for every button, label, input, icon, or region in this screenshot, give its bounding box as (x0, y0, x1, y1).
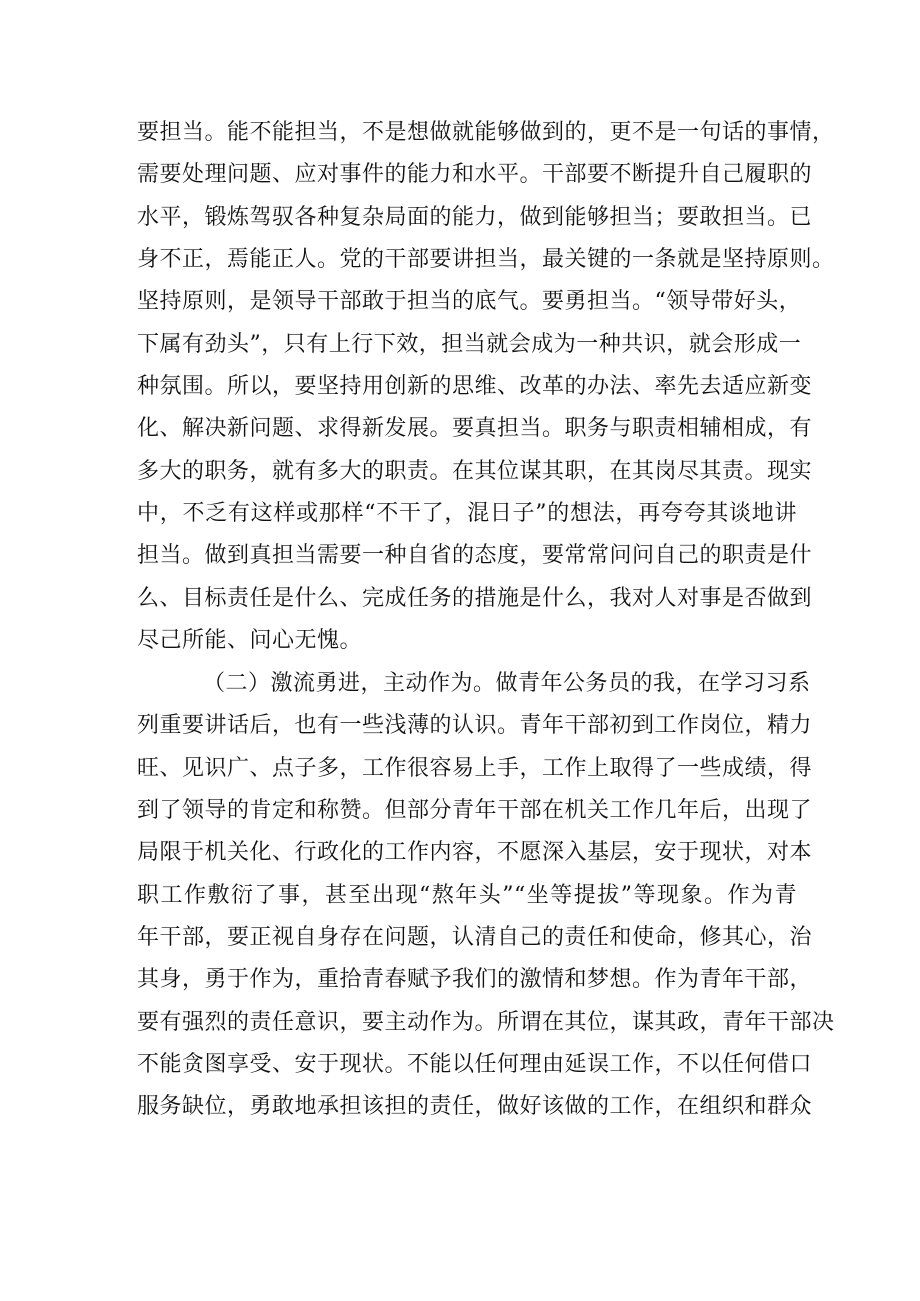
text-line: 需要处理问题、应对事件的能力和水平。干部要不断提升自己履职的 (137, 162, 813, 188)
text-line: 服务缺位，勇敢地承担该担的责任，做好该做的工作，在组织和群众 (137, 1094, 813, 1120)
text-line: 中，不乏有这样或那样“不干了，混日子”的想法，再夸夸其谈地讲 (137, 501, 797, 527)
text-line: 列重要讲话后，也有一些浅薄的认识。青年干部初到工作岗位，精力 (137, 713, 813, 739)
text-line: 局限于机关化、行政化的工作内容，不愿深入基层，安于现状，对本 (137, 840, 813, 866)
text-line: 其身，勇于作为，重拾青春赋予我们的激情和梦想。作为青年干部， (137, 967, 813, 993)
text-line: 到了领导的肯定和称赞。但部分青年干部在机关工作几年后，出现了 (137, 798, 813, 824)
text-line: 么、目标责任是什么、完成任务的措施是什么，我对人对事是否做到 (137, 585, 813, 611)
paragraph-2 (137, 663, 835, 1129)
text-line: 下属有劲头”，只有上行下效，担当就会成为一种共识，就会形成一 (137, 331, 802, 357)
text-line: 坚持原则，是领导干部敢于担当的底气。要勇担当。“领导带好头， (137, 289, 802, 315)
text-line: 年干部，要正视自身存在问题，认清自己的责任和使命，修其心，治 (137, 925, 813, 951)
text-line: 多大的职务，就有多大的职责。在其位谋其职，在其岗尽其责。现实 (137, 458, 813, 484)
text-line: 不能贪图享受、安于现状。不能以任何理由延误工作，不以任何借口 (137, 1052, 813, 1078)
text-line: 担当。做到真担当需要一种自省的态度，要常常问问自己的职责是什 (137, 543, 813, 569)
text-line: 要担当。能不能担当，不是想做就能够做到的，更不是一句话的事情， (137, 120, 835, 145)
text-line: 职工作敷衍了事，甚至出现“熬年头”“坐等提拔”等现象。作为青 (137, 882, 797, 908)
paragraph-1 (137, 112, 835, 662)
text-line: 旺、见识广、点子多，工作很容易上手，工作上取得了一些成绩，得 (137, 755, 813, 781)
text-line: 要有强烈的责任意识，要主动作为。所谓在其位，谋其政，青年干部决 (137, 1009, 835, 1035)
text-line: 尽己所能、问心无愧。 (137, 628, 363, 654)
text-line: 水平，锻炼驾驭各种复杂局面的能力，做到能够担当；要敢担当。已 (137, 204, 813, 230)
text-line: 种氛围。所以，要坚持用创新的思维、改革的办法、率先去适应新变 (137, 374, 813, 400)
section-heading-line: （二）激流勇进，主动作为。做青年公务员的我，在学习习系 (203, 671, 811, 696)
text-line: 化、解决新问题、求得新发展。要真担当。职务与职责相辅相成，有 (137, 416, 813, 442)
text-line: 身不正，焉能正人。党的干部要讲担当，最关键的一条就是坚持原则。 (137, 247, 835, 273)
